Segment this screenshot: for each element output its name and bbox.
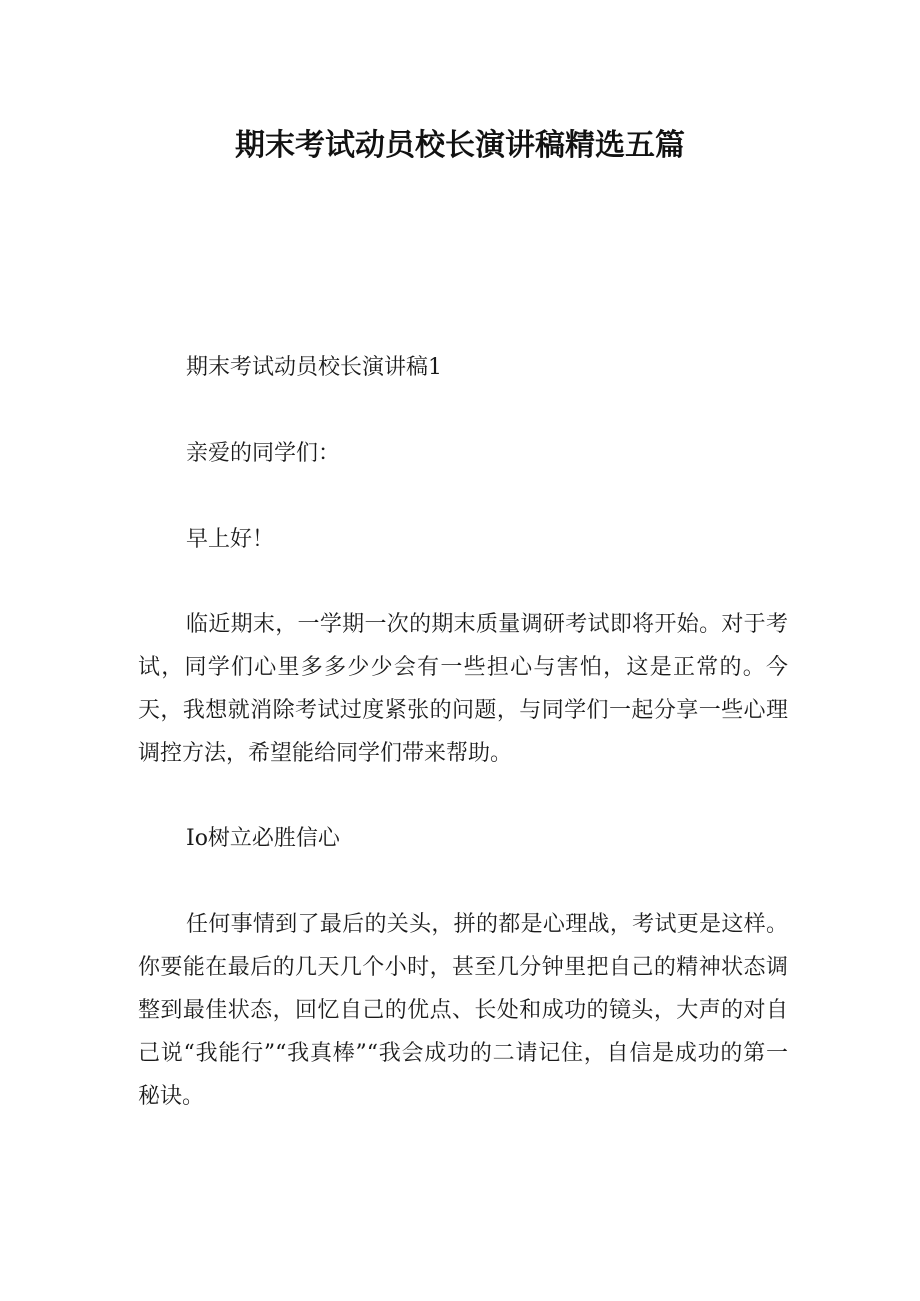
greeting-line: 亲爱的同学们： <box>186 441 341 466</box>
point-heading-1: Io树立必胜信心 <box>186 826 340 851</box>
good-morning-line: 早上好！ <box>186 527 275 552</box>
speech-subtitle: 期末考试动员校长演讲稿1 <box>186 355 442 380</box>
paragraph-intro: 临近期末，一学期一次的期末质量调研考试即将开始。对于考试，同学们心里多多少少会有一些担心与害怕，这是正常的。今天，我想就消除考试过度紧张的问题，与同学们一起分享一些心理调控方法，希望能给同学们带来帮助。 <box>138 612 788 766</box>
document-title: 期末考试动员校长演讲稿精选五篇 <box>235 128 685 163</box>
paragraph-confidence: 任何事情到了最后的关头，拼的都是心理战，考试更是这样。你要能在最后的几天几个小时，甚至几分钟里把自己的精神状态调整到最佳状态，回忆自己的优点、长处和成功的镜头，大声的对自己说“我能行”“我真棒”“我会成功的二请记住，自信是成功的第一秘诀。 <box>138 912 788 1109</box>
